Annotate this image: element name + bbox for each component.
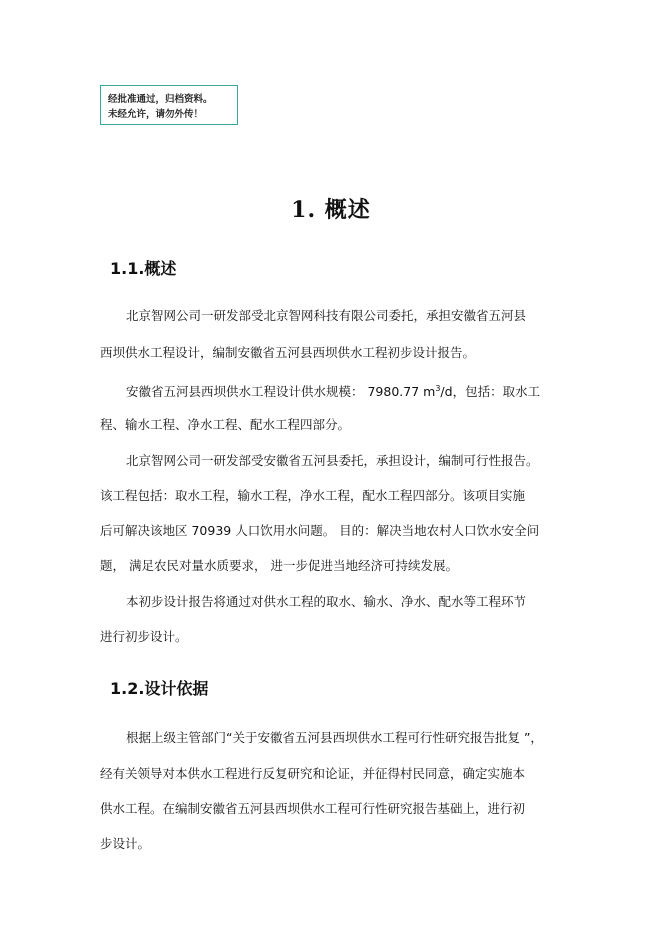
- capacity-text: 安徽省五河县西坝供水工程设计供水规模： 7980.77 m: [126, 384, 436, 399]
- paragraph-line: 题， 满足农民对量水质要求， 进一步促进当地经济可持续发展。: [100, 558, 458, 573]
- paragraph-line: 根据上级主管部门“关于安徽省五河县西坝供水工程可行性研究报告批复 ”，: [126, 730, 543, 745]
- chapter-title: 1. 概述: [291, 197, 371, 223]
- section-heading-overview: 1.1.概述: [110, 259, 177, 278]
- paragraph-line: 步设计。: [100, 836, 151, 851]
- paragraph-line: 该工程包括：取水工程，输水工程，净水工程，配水工程四部分。该项目实施: [100, 488, 526, 503]
- stamp-line-1: 经批准通过，归档资料。: [108, 94, 213, 105]
- paragraph-line: 西坝供水工程设计，编制安徽省五河县西坝供水工程初步设计报告。: [100, 345, 476, 360]
- paragraph-line: 供水工程。在编制安徽省五河县西坝供水工程可行性研究报告基础上，进行初: [100, 801, 526, 816]
- paragraph-line: 程、输水工程、净水工程、配水工程四部分。: [100, 417, 351, 432]
- paragraph-line: 进行初步设计。: [100, 629, 188, 644]
- paragraph-line: 本初步设计报告将通过对供水工程的取水、输水、净水、配水等工程环节: [126, 594, 527, 609]
- unit-superscript: 3: [435, 384, 441, 393]
- paragraph-line: 经有关领导对本供水工程进行反复研究和论证，并征得村民同意，确定实施本: [100, 766, 526, 781]
- paragraph-line: 后可解决该地区 70939 人口饮用水问题。 目的：解决当地农村人口饮水安全问: [100, 523, 540, 538]
- paragraph-line: 北京智网公司一研发部受北京智网科技有限公司委托，承担安徽省五河县: [126, 308, 527, 323]
- paragraph-line: 北京智网公司一研发部受安徽省五河县委托，承担设计，编制可行性报告。: [126, 453, 539, 468]
- capacity-text-cont: /d，包括：取水工: [440, 384, 541, 399]
- approval-stamp: [100, 85, 238, 125]
- paragraph-line: [126, 381, 540, 400]
- stamp-line-2: 未经允许，请勿外传！: [108, 109, 204, 120]
- section-heading-design-basis: 1.2.设计依据: [110, 679, 209, 698]
